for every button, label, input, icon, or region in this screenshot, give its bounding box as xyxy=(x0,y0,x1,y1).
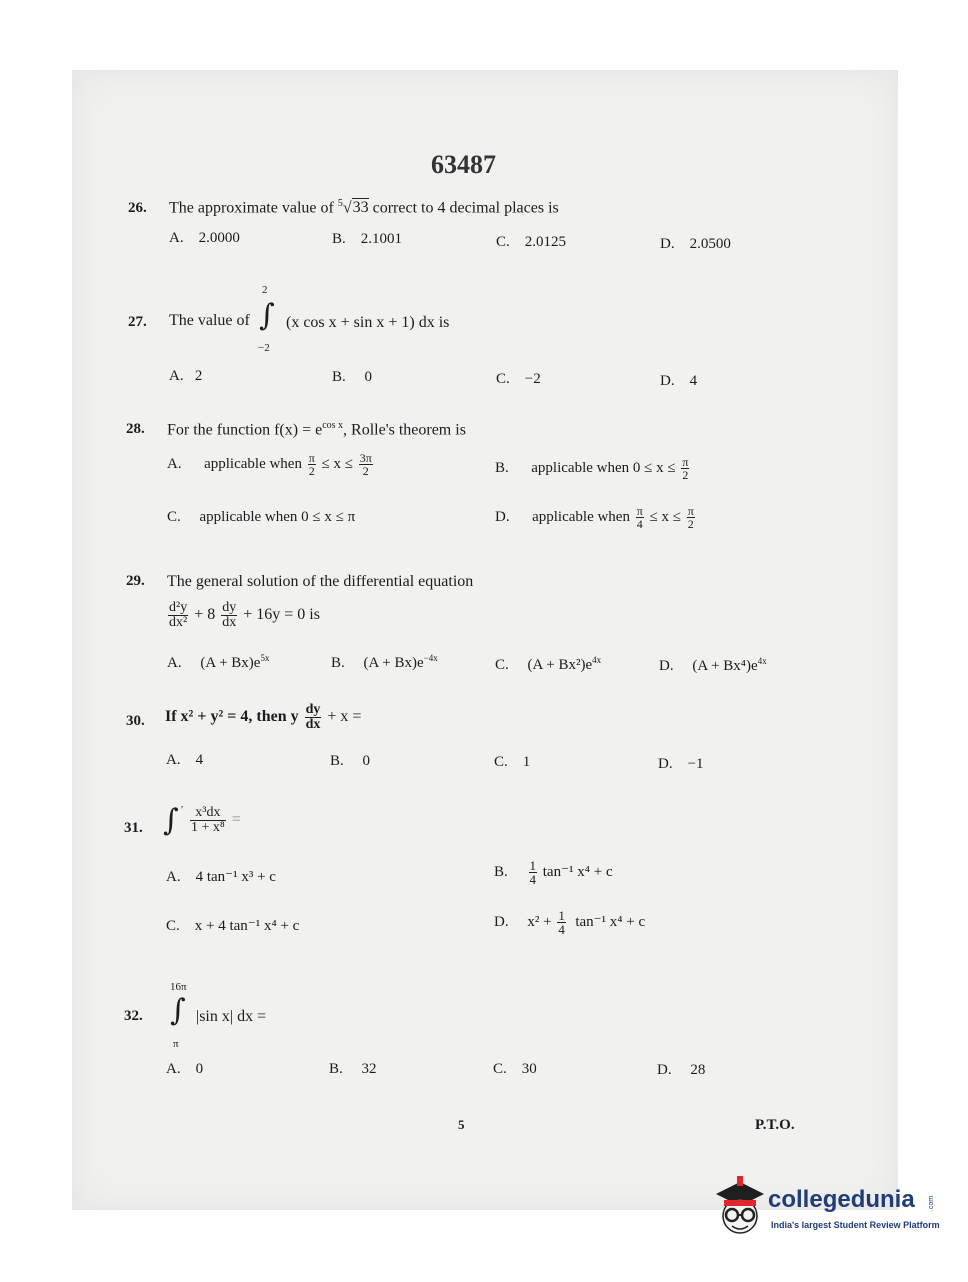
question-stem: The general solution of the differential equation xyxy=(167,573,474,590)
paper-code: 63487 xyxy=(431,150,496,179)
option-b: B. 0 xyxy=(330,753,371,769)
option-d: D. 28 xyxy=(657,1062,706,1078)
option-c: C. 30 xyxy=(493,1061,537,1077)
upper-limit-mark: ʹ xyxy=(181,804,184,816)
question-stem: The value of xyxy=(169,312,250,329)
option-c: C. 2.0125 xyxy=(496,234,567,250)
option-d: D. −1 xyxy=(658,756,704,772)
option-a: A. 4 tan⁻¹ x³ + c xyxy=(166,869,276,885)
option-a: A. 2 xyxy=(169,368,203,384)
collegedunia-watermark xyxy=(710,1176,942,1242)
upper-limit: 2 xyxy=(262,284,268,296)
question-number: 26. xyxy=(128,200,147,216)
option-a: A. 2.0000 xyxy=(169,230,240,246)
option-b: B. $\frac{1}{4}$ tan⁻¹ x⁴ + c xyxy=(494,858,613,887)
option-a: A. 0 xyxy=(166,1061,204,1077)
question-number: 30. xyxy=(126,713,145,729)
question-stem: If x² + y² = 4, then y $\frac{dy}{dx}$ + x = xyxy=(165,702,362,732)
brand-name: collegedunia xyxy=(768,1186,915,1213)
question-number: 29. xyxy=(126,573,145,589)
option-d: D. applicable when $\frac{\pi}{4}$ ≤ x ≤ $\frac{\pi}{2}$ xyxy=(495,504,694,531)
option-b: B. 0 xyxy=(332,369,373,385)
option-b: B. applicable when 0 ≤ x ≤ $\frac{\pi}{2}$ xyxy=(495,455,689,482)
option-c: C. applicable when 0 ≤ x ≤ π xyxy=(167,509,356,525)
differential-equation: $\frac{\text{d²y}}{\text{dx²}}$ + 8 $\frac{dy}{dx}$ + 16y = 0 is xyxy=(169,600,320,630)
lower-limit: −2 xyxy=(258,342,270,354)
option-a: A. applicable when $\frac{\pi}{2}$ ≤ x ≤ $\frac{3\pi}{2}$ xyxy=(167,451,372,478)
integral-sign: ∫ xyxy=(259,298,275,333)
brand-tld: .com xyxy=(928,1195,936,1212)
option-b: B. 2.1001 xyxy=(332,231,403,247)
option-b: B. 32 xyxy=(329,1061,377,1077)
question-number: 28. xyxy=(126,421,145,437)
option-d: D. 2.0500 xyxy=(660,236,731,252)
option-c: C. x + 4 tan⁻¹ x⁴ + c xyxy=(166,918,300,934)
mascot-icon xyxy=(710,1176,768,1240)
integral-sign: ∫ xyxy=(170,993,186,1028)
option-d: D. $(A + Bx^4)e^{4x}$ xyxy=(659,656,767,674)
root-index: 5 xyxy=(337,198,343,209)
question-number: 31. xyxy=(124,820,143,836)
page-number: 5 xyxy=(458,1117,465,1132)
pto-label: P.T.O. xyxy=(755,1117,795,1133)
integrand: (x cos x + sin x + 1) dx is xyxy=(286,314,450,331)
option-d: D. x² + $\frac{1}{4}$ tan⁻¹ x⁴ + c xyxy=(494,908,646,937)
upper-limit: 16π xyxy=(170,981,187,993)
root-radicand: 33 xyxy=(352,199,369,217)
integral-sign: ∫ xyxy=(163,803,179,838)
option-a: A. 4 xyxy=(166,752,204,768)
integrand: $\frac{\text{x³dx}}{\text{1 + x⁸}}$ = xyxy=(191,805,241,835)
question-stem: The approximate value of $^5$√33 correct to 4 decimal places is xyxy=(169,198,559,217)
question-number: 27. xyxy=(128,314,147,330)
option-c: C. −2 xyxy=(496,371,541,387)
option-c: C. $(A + Bx^2)e^{4x}$ xyxy=(495,655,602,673)
integrand: |sin x| dx = xyxy=(196,1008,267,1025)
question-number: 32. xyxy=(124,1008,143,1024)
lower-limit: π xyxy=(173,1038,179,1050)
option-b: B. $(A + Bx)e^{-4x}$ xyxy=(331,653,438,671)
option-a: A. $(A + Bx)e^{5x}$ xyxy=(167,653,270,671)
brand-tagline: India's largest Student Review Platform xyxy=(771,1220,940,1230)
option-c: C. 1 xyxy=(494,754,531,770)
option-d: D. 4 xyxy=(660,373,698,389)
question-stem: For the function $f(x) = e^{cos x}$, Rolle's theorem is xyxy=(167,420,466,439)
